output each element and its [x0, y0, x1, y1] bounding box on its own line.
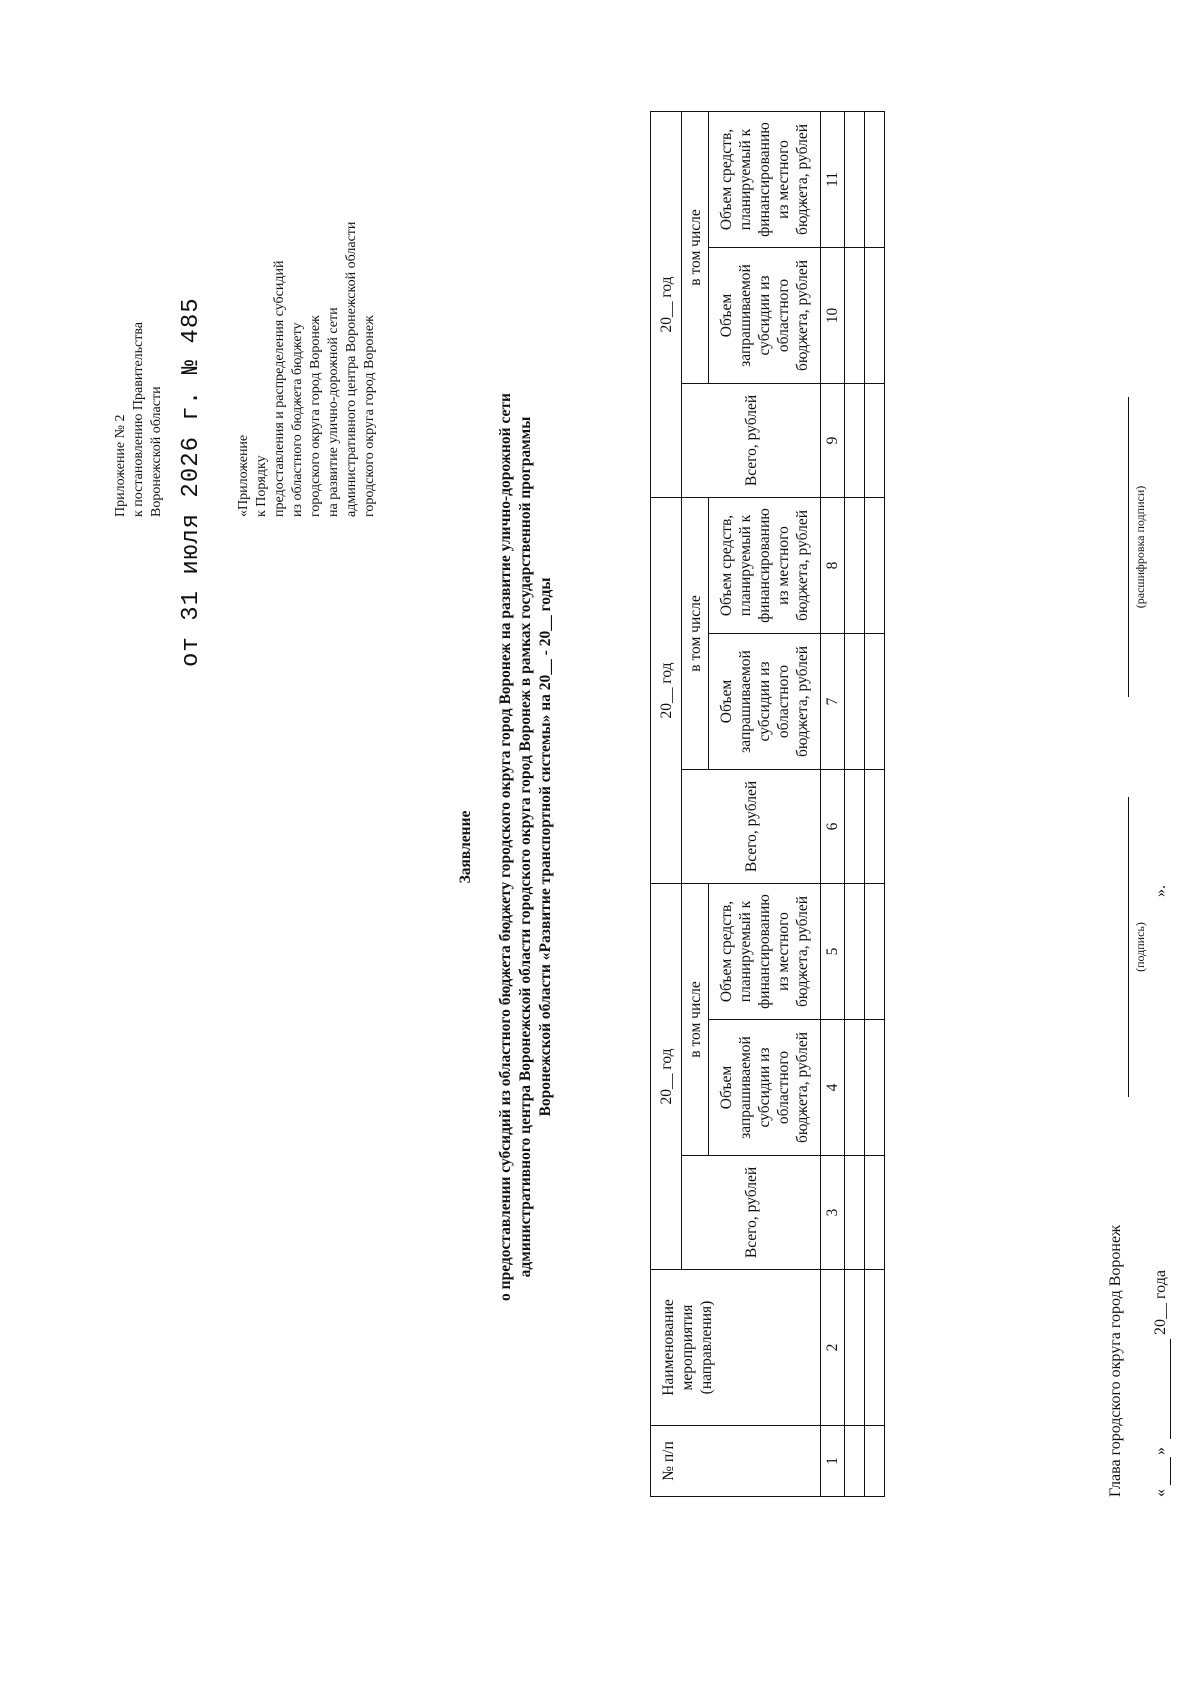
table-cell [865, 634, 885, 770]
column-number: 11 [821, 112, 845, 248]
header-name: Наименование мероприятия (направления) [651, 1270, 821, 1426]
header-incl-3: в том числе [682, 112, 709, 384]
column-number: 4 [821, 1020, 845, 1156]
day-blank [1170, 1457, 1171, 1485]
table-cell [845, 884, 865, 1020]
appendix-block [112, 217, 166, 517]
column-number-row [821, 112, 845, 1497]
order-appendix-line: «Приложение [236, 434, 251, 517]
table-cell [845, 634, 865, 770]
signature-line [1128, 797, 1129, 1097]
date-line [1152, 797, 1176, 1497]
table-cell [845, 384, 865, 498]
statement-title-line: административного центра Воронежской области городского округа город Воронеж в рамках государственной программы [517, 416, 534, 1278]
column-number: 10 [821, 248, 845, 384]
column-number: 6 [821, 770, 845, 884]
column-number: 3 [821, 1156, 845, 1270]
order-appendix-line: городского округа город Воронеж [362, 315, 377, 517]
signatory-position: Глава городского округа город Воронеж [1107, 1224, 1124, 1497]
header-regional-2: Объем запрашиваемой субсидии из областного бюджета, рублей [709, 634, 821, 770]
subsidy-table [650, 111, 885, 1497]
signature-decoding-line [1128, 397, 1129, 697]
signature-caption: (подпись) [1133, 922, 1147, 972]
table-cell [845, 1156, 865, 1270]
appendix-title: Приложение № 2 [113, 414, 128, 517]
header-total-2: Всего, рублей [682, 770, 821, 884]
table-cell [865, 248, 885, 384]
statement-title-line: о предоставлении субсидий из областного бюджета бюджету городского округа город Воронеж на развитие улично-дорожной сети [497, 393, 514, 1301]
table-cell [845, 1270, 865, 1426]
table-row [865, 112, 885, 1497]
decree-date: от 31 июля 2026 г. № 485 [178, 297, 205, 667]
table-header-row [651, 112, 682, 1497]
date-close-quote: » [1152, 1447, 1169, 1455]
header-total-3: Всего, рублей [682, 384, 821, 498]
column-number: 5 [821, 884, 845, 1020]
date-year: 20__ года [1152, 1270, 1169, 1335]
header-year-2: 20__ год [651, 498, 682, 884]
table-cell [865, 384, 885, 498]
header-total-1: Всего, рублей [682, 1156, 821, 1270]
closing-quote: ». [1152, 885, 1169, 897]
table-cell [845, 770, 865, 884]
column-number: 9 [821, 384, 845, 498]
appendix-line: к постановлению Правительства [131, 321, 146, 517]
order-appendix-line: к Порядку [254, 455, 269, 517]
order-appendix-line: предоставления и распределения субсидий [272, 260, 287, 517]
statement-title-line: Воронежской области «Развитие транспортной системы» на 20__ - 20__ годы [537, 577, 554, 1117]
table-cell [845, 248, 865, 384]
date-open-quote: « [1152, 1489, 1169, 1497]
header-local-2: Объем средств, планируемый к финансированию из местного бюджета, рублей [709, 498, 821, 634]
table-cell [865, 770, 885, 884]
table-cell [865, 1426, 885, 1497]
column-number: 1 [821, 1426, 845, 1497]
header-incl-2: в том числе [682, 498, 709, 770]
order-appendix-line: городского округа город Воронеж [308, 315, 323, 517]
table-cell [865, 884, 885, 1020]
column-number: 2 [821, 1270, 845, 1426]
table-cell [865, 1270, 885, 1426]
signature-decoding-caption: (расшифровка подписи) [1133, 485, 1147, 609]
table-cell [865, 1156, 885, 1270]
order-appendix-block [235, 57, 379, 517]
header-year-3: 20__ год [651, 112, 682, 498]
header-num: № п/п [651, 1426, 821, 1497]
order-appendix-line: на развитие улично-дорожной сети [326, 307, 341, 517]
header-local-1: Объем средств, планируемый к финансированию из местного бюджета, рублей [709, 884, 821, 1020]
statement-title [496, 147, 556, 1547]
header-regional-1: Объем запрашиваемой субсидии из областного бюджета, рублей [709, 1020, 821, 1156]
table-cell [845, 1020, 865, 1156]
order-appendix-line: административного центра Воронежской области [344, 221, 359, 517]
table-cell [845, 112, 865, 248]
appendix-line: Воронежской области [149, 386, 164, 517]
table-cell [845, 1426, 865, 1497]
order-appendix-line: из областного бюджета бюджету [290, 322, 305, 517]
column-number: 7 [821, 634, 845, 770]
header-year-1: 20__ год [651, 884, 682, 1270]
table-cell [845, 498, 865, 634]
table-row [845, 112, 865, 1497]
column-number: 8 [821, 498, 845, 634]
header-regional-3: Объем запрашиваемой субсидии из областного бюджета, рублей [709, 248, 821, 384]
header-local-3: Объем средств, планируемый к финансированию из местного бюджета, рублей [709, 112, 821, 248]
table-cell [865, 112, 885, 248]
statement-heading: Заявление [457, 810, 474, 884]
table-cell [865, 498, 885, 634]
table-cell [865, 1020, 885, 1156]
header-incl-1: в том числе [682, 884, 709, 1156]
month-blank [1170, 1339, 1171, 1439]
